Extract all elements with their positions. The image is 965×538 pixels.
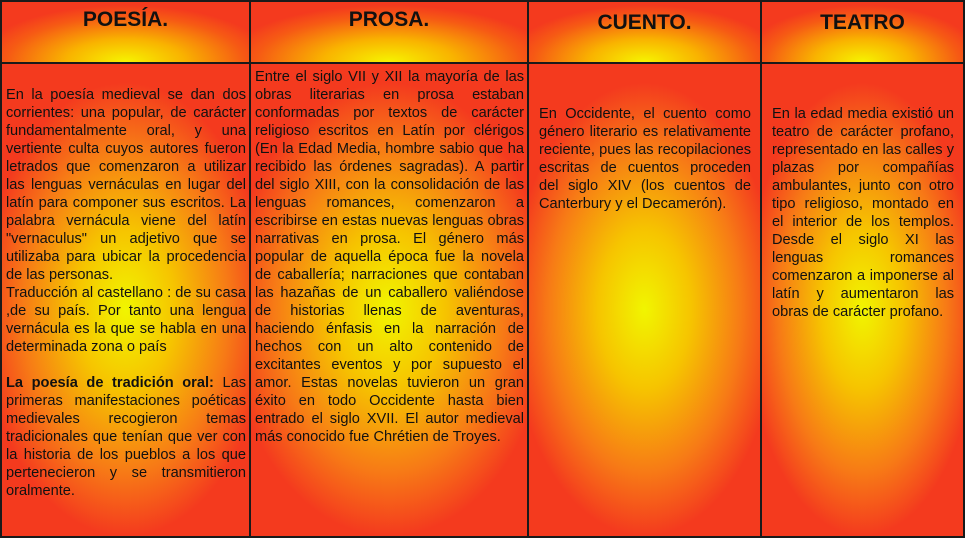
- cell-poesia: [0, 62, 251, 538]
- poesia-oral-title: La poesía de tradición oral:: [6, 375, 214, 391]
- spacer: [6, 356, 246, 374]
- cell-cuento: [527, 62, 762, 538]
- poesia-oral-text: Las primeras manifestaciones poéticas medievales recogieron temas tradicionales que tenían que ver con la historia de los pueblos a los que pertenecieron y se transmitieron oralmente.: [6, 375, 246, 499]
- poesia-intro: En la poesía medieval se dan dos corrientes: una popular, de carácter fundamentalmente oral, y una vertiente culta cuyos autores fueron letrados que comenzaron a utilizar las lenguas vernáculas en lugar del latín para componer sus escritos. La palabra vernácula viene del latín "vernaculus" un adjetivo que se utilizaba para ubicar la procedencia de las personas.: [6, 87, 246, 283]
- header-cuento-label: CUENTO.: [597, 11, 692, 34]
- cuento-text: En Occidente, el cuento como género literario es relativamente reciente, pues las recopilaciones escritas de cuentos proceden del siglo XIV (los cuentos de Canterbury y el Decamerón).: [539, 106, 751, 212]
- header-poesia-label: POESÍA.: [82, 8, 169, 31]
- header-teatro-label: TEATRO: [820, 11, 905, 34]
- header-cuento: [527, 0, 762, 64]
- header-prosa-label: PROSA.: [348, 8, 430, 31]
- header-poesia: [0, 0, 251, 64]
- prosa-text: Entre el siglo VII y XII la mayoría de las obras literarias en prosa estaban conformadas por textos de carácter religioso escritos en Latín por clérigos (En la Edad Media, hombre sabio que ha recibido las órdenes sagradas). A partir del siglo XIII, con la consolidación de las lenguas romances, comenzaron a escribirse en estas nuevas lenguas obras narrativas en prosa. El género más popular de aquella época fue la novela de caballería; narraciones que contaban las hazañas de un caballero valiéndose de historias llenas de aventuras, haciendo énfasis en la narración de hechos con un alto contenido de excitantes eventos y por supuesto el amor. Estas novelas tuvieron un gran éxito en todo Occidente hasta bien entrado el siglo XVII. El autor medieval más conocido fue Chrétien de Troyes.: [255, 69, 524, 445]
- poesia-oral-paragraph: [6, 374, 246, 500]
- cell-prosa: [249, 62, 529, 538]
- header-prosa: [249, 0, 529, 64]
- poesia-traduccion: Traducción al castellano : de su casa ,de su país. Por tanto una lengua vernácula es la que se habla en una determinada zona o país: [6, 285, 246, 355]
- header-teatro: [760, 0, 965, 64]
- cell-teatro: [760, 62, 965, 538]
- teatro-text: En la edad media existió un teatro de carácter profano, representado en las calles y plazas por compañías ambulantes, junto con otro tipo religioso, montado en el interior de los templos. Desde el siglo XI las lenguas romances comenzaron a imponerse al latín y aumentaron las obras de carácter profano.: [772, 106, 954, 320]
